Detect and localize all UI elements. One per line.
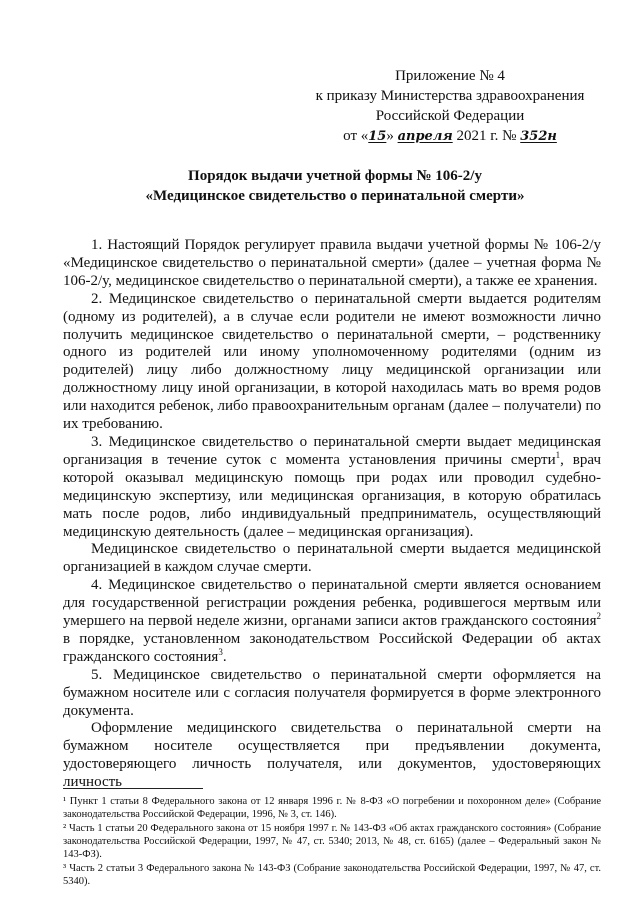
document-body [63, 237, 601, 792]
paragraph-1: 1. Настоящий Порядок регулирует правила выдачи учетной формы № 106-2/у «Медицинское свидетельство о перинатальной смерти» (далее – учетная форма № 106-2/у, медицинское свидетельство о перинатальной смерти), а также ее хранения. [63, 237, 601, 289]
appendix-number: Приложение № 4 [395, 68, 505, 84]
paragraph-3: 3. Медицинское свидетельство о перинатальной смерти выдает медицинская организация в течение суток с момента установления причины смерти$^1$, врач которой оказывал медицинскую помощь при родах или проводил судебно-медицинскую экспертизу, или медицинская организация, в которую обратилась мать после родов, либо индивидуальный предприниматель, осуществляющий медицинскую деятельность (далее – медицинская организация). [63, 433, 601, 540]
paragraph-4: Медицинское свидетельство о перинатальной смерти выдается медицинской организацией в каждом случае смерти. [63, 541, 601, 576]
handwritten-month: апреля [397, 129, 453, 144]
handwritten-order-number: 352н [520, 129, 557, 144]
paragraph-2: 2. Медицинское свидетельство о перинатальной смерти выдается родителям (одному из родителей), а в случае если родители не имеют возможности лично получить медицинское свидетельство о перинатальной смерти, – родственнику одного из родителей или иному уполномоченному родителями (одним из родителей) лицу либо должностному лицу медицинской организации или должностному лицу иной организации, в которой находилась мать во время родов или находится ребенок, либо правоохранительным органам (далее – получатели) по их требованию. [63, 290, 601, 433]
paragraph-6: 5. Медицинское свидетельство о перинатальной смерти оформляется на бумажном носителе или с согласия получателя формируется в форме электронного документа. [63, 666, 601, 719]
footnote-ref-3: 3 [218, 646, 223, 657]
footnote-2: ² Часть 1 статьи 20 Федерального закона от 15 ноября 1997 г. № 143-ФЗ «Об актах гражданского состояния» (Собрание законодательства Российской Федерации, 1997, № 47, ст. 5340; 2013, № 48, ст. 6165) (далее – Федеральный закон № 143-ФЗ). [63, 823, 601, 860]
document-title [60, 166, 610, 206]
appendix-country: Российской Федерации [375, 108, 525, 124]
footnotes [63, 795, 601, 889]
handwritten-day: 15 [368, 129, 387, 144]
title-line-2: «Медицинское свидетельство о перинатальной смерти» [145, 188, 525, 204]
footnote-1: ¹ Пункт 1 статьи 8 Федерального закона от 12 января 1996 г. № 8-ФЗ «О погребении и похоронном деле» (Собрание законодательства Российской Федерации, 1996, № 3, ст. 146). [63, 796, 601, 820]
paragraph-7: Оформление медицинского свидетельства о перинатальной смерти на бумажном носителе осуществляется при предъявлении документа, удостоверяющего личность получателя, или документов, удостоверяющих личность [63, 720, 601, 791]
footnote-divider [63, 788, 203, 789]
appendix-order-ref: к приказу Министерства здравоохранения [315, 88, 585, 104]
footnote-ref-2: 2 [596, 611, 601, 622]
title-line-1: Порядок выдачи учетной формы № 106-2/у [188, 168, 482, 184]
paragraph-5: 4. Медицинское свидетельство о перинатальной смерти является основанием для государственной регистрации рождения ребенка, родившегося мертвым или умершего на первой неделе жизни, органами записи актов гражданского состояния$^2$ в порядке, установленном законодательством Российской Федерации об актах гражданского состояния$^3$. [63, 577, 601, 665]
footnote-3: ³ Часть 2 статьи 3 Федерального закона № 143-ФЗ (Собрание законодательства Российской Федерации, 1997, № 47, ст. 5340). [63, 863, 601, 887]
footnote-ref-1: 1 [555, 449, 561, 460]
appendix-header [300, 66, 600, 147]
order-date-line: от «15» апреля 2021 г. № 352н [343, 128, 557, 144]
